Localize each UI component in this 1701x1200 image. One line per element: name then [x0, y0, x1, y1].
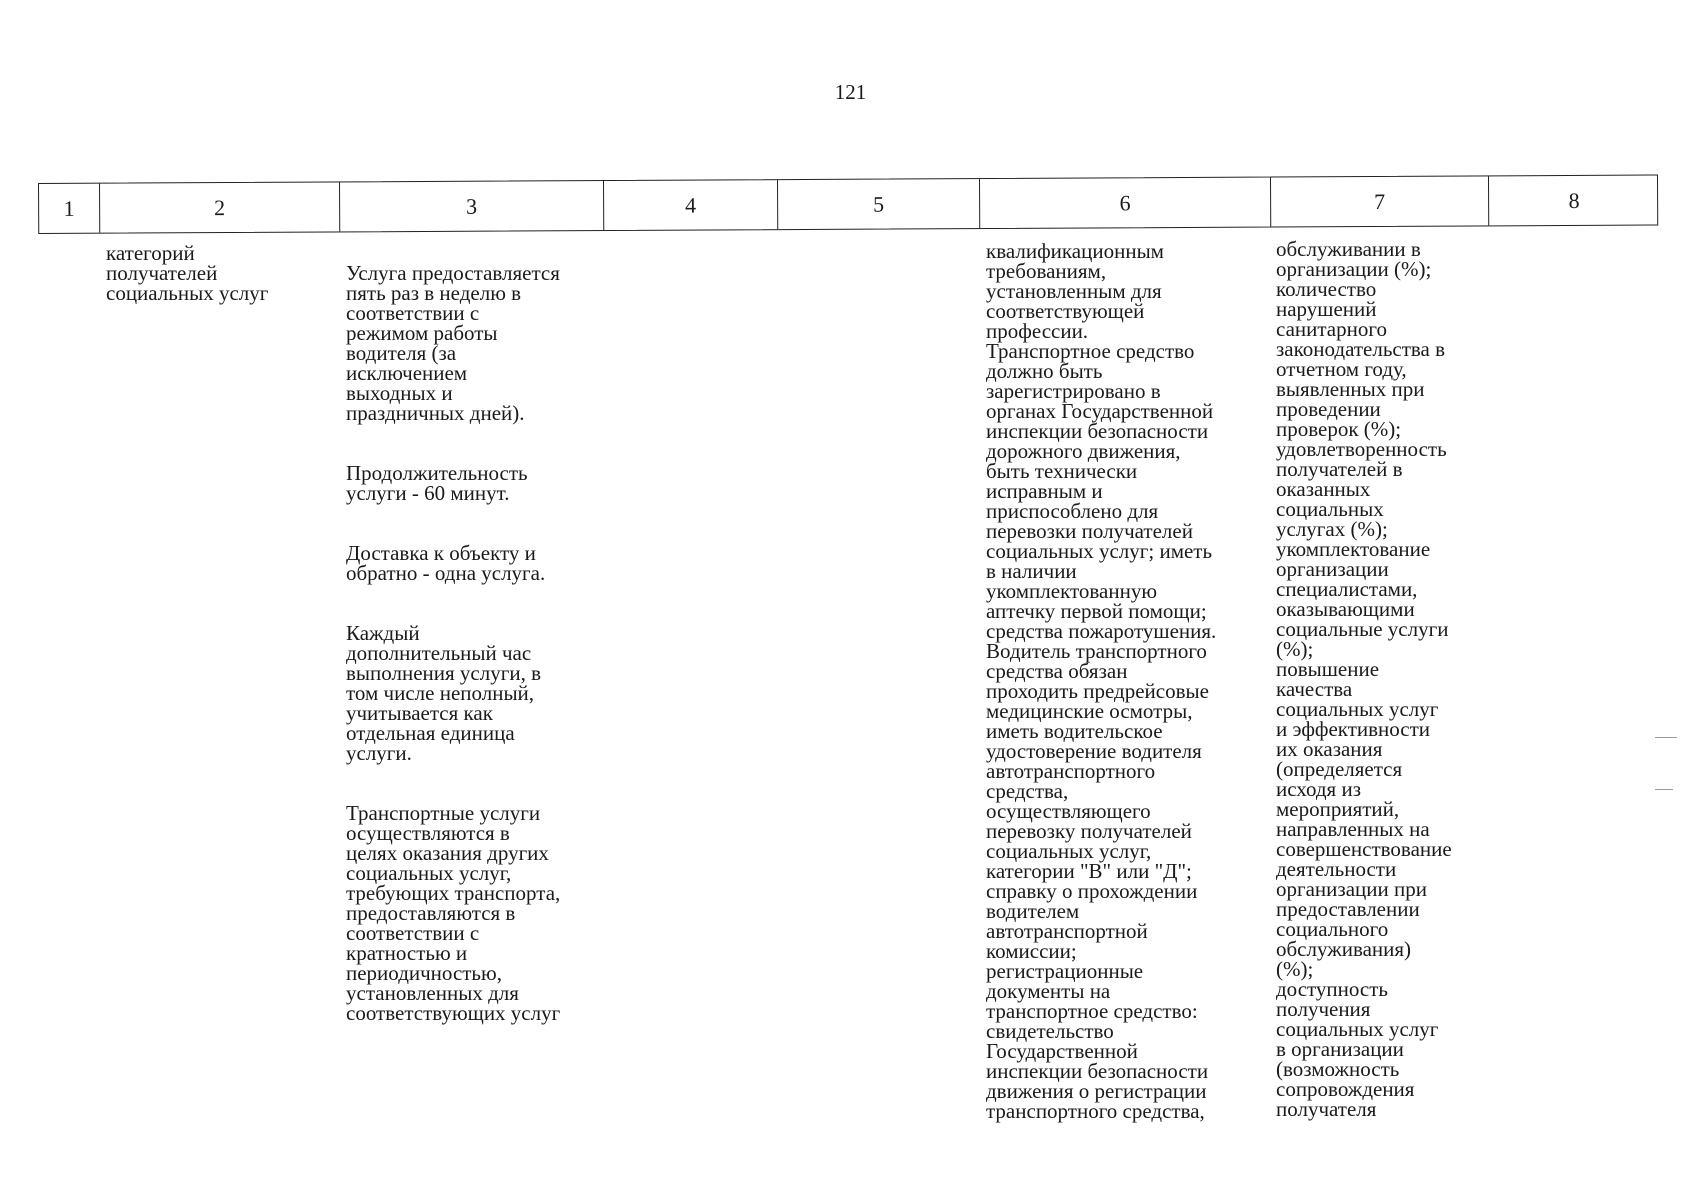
- header-cell-5: 5: [778, 179, 980, 229]
- column-6-text: квалификационным требованиям, установленным для соответствующей профессии. Транспортное средство должно быть зарегистрировано в органах Государственной инспекции безопасности дорожного движения, быть технически исправным и приспособлено для перевозки получателей социальных услуг; иметь в наличии укомплектованную аптечку первой помощи; средства пожаротушения. Водитель транспортного средства обязан проходить предрейсовые медицинские осмотры, иметь водительское удостоверение водителя автотранспортного средства, осуществляющего перевозку получателей социальных услуг, категории "В" или "Д"; справку о прохождении водителем автотранспортной комиссии; регистрационные документы на транспортное средство: свидетельство Государственной инспекции безопасности движения о регистрации транспортного средства,: [986, 239, 1217, 1123]
- column-2-text: категорий получателей социальных услуг: [106, 241, 269, 305]
- header-cell-4: 4: [604, 180, 778, 230]
- column-3-paragraph: Каждый дополнительный час выполнения услуги, в том числе неполный, учитывается как отдельная единица услуги.: [346, 621, 541, 765]
- margin-mark: [1655, 737, 1677, 738]
- column-3-paragraph: Доставка к объекту и обратно - одна услуга.: [346, 541, 546, 585]
- margin-mark: [1655, 789, 1673, 790]
- header-cell-2: 2: [100, 182, 340, 232]
- column-3-paragraph: Услуга предоставляется пять раз в неделю в соответствии с режимом работы водителя (за исключением выходных и праздничных дней).: [346, 261, 560, 425]
- header-cell-6: 6: [980, 178, 1271, 229]
- header-cell-3: 3: [340, 181, 604, 231]
- header-cell-1: 1: [39, 184, 100, 233]
- column-3-text: [346, 243, 560, 1043]
- header-cell-7: 7: [1271, 176, 1489, 226]
- column-7-text: обслуживании в организации (%); количество нарушений санитарного законодательства в отчетном году, выявленных при проведении проверок (%); удовлетворенность получателей в оказанных социальных услугах (%); укомплектование организации специалистами, оказывающими социальные услуги (%); повышение качества социальных услуг и эффективности их оказания (определяется исходя из мероприятий, направленных на совершенствование деятельности организации при предоставлении социального обслуживания) (%); доступность получения социальных услуг в организации (возможность сопровождения получателя: [1276, 237, 1452, 1121]
- column-3-paragraph: Транспортные услуги осуществляются в целях оказания других социальных услуг, требующих транспорта, предоставляются в соответствии с кратностью и периодичностью, установленных для соответствующих услуг: [346, 801, 561, 1025]
- header-cell-8: 8: [1568, 187, 1580, 213]
- table-header-row: [38, 175, 1658, 234]
- page-number: 121: [834, 80, 867, 104]
- column-3-paragraph: Продолжительность услуги - 60 минут.: [346, 461, 528, 505]
